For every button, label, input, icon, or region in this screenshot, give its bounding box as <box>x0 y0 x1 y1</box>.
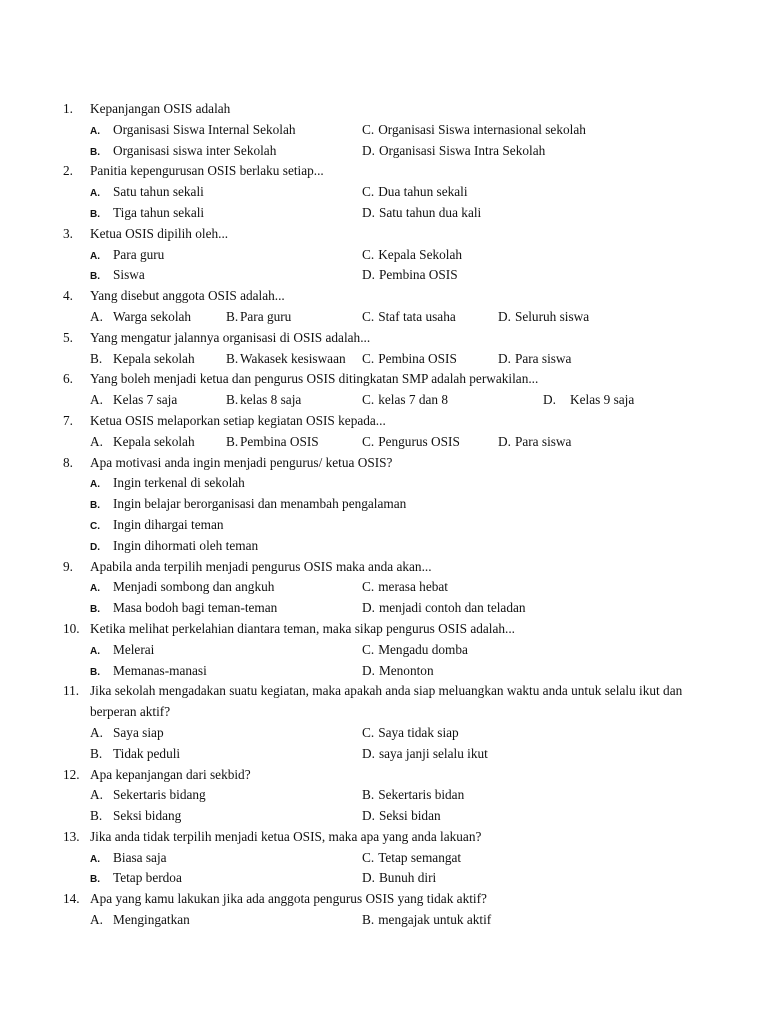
option-text: Para guru <box>113 246 165 262</box>
options-row <box>0 247 768 268</box>
option-text: Organisasi Siswa internasional sekolah <box>378 121 586 137</box>
option-letter: C. <box>362 308 375 324</box>
answer-option <box>362 808 441 824</box>
option-letter: D. <box>362 142 375 158</box>
question-stem <box>0 330 768 351</box>
option-letter: D. <box>362 204 375 220</box>
option-letter: B. <box>90 666 100 678</box>
answer-option <box>498 434 571 450</box>
answer-option <box>362 184 468 200</box>
option-text: Warga sekolah <box>113 308 192 324</box>
question-number: 4. <box>63 288 73 304</box>
option-letter: C. <box>362 641 375 657</box>
option-letter: B. <box>226 433 239 449</box>
question-number: 7. <box>63 412 73 428</box>
answer-option <box>362 787 464 803</box>
question-text: Panitia kepengurusan OSIS berlaku setiap... <box>90 163 324 179</box>
options-row <box>0 746 768 767</box>
answer-option <box>362 205 481 221</box>
option-letter: A. <box>90 912 103 928</box>
option-text: Para siswa <box>514 433 572 449</box>
option-letter: B. <box>90 500 100 512</box>
answer-option <box>90 642 154 658</box>
question-stem <box>0 683 768 704</box>
question-number: 12. <box>63 766 80 782</box>
option-letter: C. <box>362 392 375 408</box>
question-number: 6. <box>63 371 73 387</box>
option-letter: C. <box>362 433 375 449</box>
option-letter: B. <box>362 787 375 803</box>
option-text: Pembina OSIS <box>378 267 458 283</box>
option-text: merasa hebat <box>378 579 448 595</box>
option-text: saya janji selalu ikut <box>378 745 488 761</box>
options-row <box>0 309 768 330</box>
option-text: Para siswa <box>514 350 572 366</box>
option-text: Ingin dihargai teman <box>113 516 224 532</box>
option-text: Mengadu domba <box>378 641 468 657</box>
option-text: Organisasi Siswa Intra Sekolah <box>378 142 546 158</box>
options-row <box>0 143 768 164</box>
option-text: Bunuh diri <box>378 870 437 886</box>
option-letter: D. <box>362 745 375 761</box>
option-letter: A. <box>90 787 103 803</box>
answer-option <box>362 600 526 616</box>
option-text: Dua tahun sekali <box>378 184 468 200</box>
question-text: Ketika melihat perkelahian diantara teman, maka sikap pengurus OSIS adalah... <box>90 620 515 636</box>
answer-option <box>362 725 459 741</box>
option-text: Tidak peduli <box>113 745 181 761</box>
option-text: Tetap semangat <box>378 849 462 865</box>
option-text: Seluruh siswa <box>514 308 590 324</box>
options-row <box>0 579 768 600</box>
answer-option <box>90 725 164 741</box>
option-letter: A. <box>90 433 103 449</box>
option-text: Memanas-manasi <box>113 662 207 678</box>
answer-option <box>362 143 545 159</box>
option-letter: C. <box>90 520 100 532</box>
answer-option <box>226 434 319 450</box>
option-text: Kelas 7 saja <box>113 392 178 408</box>
options-row <box>0 517 768 538</box>
option-text: Satu tahun sekali <box>113 184 204 200</box>
question-number: 14. <box>63 891 80 907</box>
option-text: Para guru <box>240 308 292 324</box>
option-text: Tiga tahun sekali <box>113 204 205 220</box>
option-letter: A. <box>90 645 100 657</box>
options-row <box>0 205 768 226</box>
answer-option <box>90 309 191 325</box>
answer-option <box>90 912 190 928</box>
option-text: Saya tidak siap <box>378 724 459 740</box>
answer-option <box>90 600 277 616</box>
option-text: Ingin belajar berorganisasi dan menambah pengalaman <box>113 496 407 512</box>
options-row <box>0 475 768 496</box>
options-row <box>0 663 768 684</box>
options-row <box>0 122 768 143</box>
options-row <box>0 434 768 455</box>
answer-option <box>362 912 491 928</box>
answer-option <box>362 267 458 283</box>
option-letter: C. <box>362 350 375 366</box>
option-text: Mengingatkan <box>113 912 190 928</box>
options-row <box>0 808 768 829</box>
option-text: Pengurus OSIS <box>378 433 460 449</box>
option-letter: A. <box>90 853 100 865</box>
question-number: 8. <box>63 454 73 470</box>
option-text: Tetap berdoa <box>113 870 182 886</box>
options-row <box>0 787 768 808</box>
question-text: Apabila anda terpilih menjadi pengurus OSIS maka anda akan... <box>90 558 432 574</box>
question-stem-continued <box>0 704 768 725</box>
options-row <box>0 600 768 621</box>
question-stem <box>0 767 768 788</box>
answer-option <box>90 496 406 512</box>
options-row <box>0 725 768 746</box>
question-number: 5. <box>63 329 73 345</box>
answer-option <box>90 746 180 762</box>
option-text: Pembina OSIS <box>240 433 319 449</box>
option-letter: B. <box>362 912 375 928</box>
option-text: Organisasi siswa inter Sekolah <box>113 142 277 158</box>
option-letter: A. <box>90 392 103 408</box>
option-letter: C. <box>362 849 375 865</box>
option-text: Ingin dihormati oleh teman <box>113 537 259 553</box>
options-row <box>0 267 768 288</box>
answer-option <box>90 351 195 367</box>
question-stem <box>0 891 768 912</box>
question-text: Ketua OSIS melaporkan setiap kegiatan OSIS kepada... <box>90 412 386 428</box>
option-letter: B. <box>90 808 103 824</box>
option-text: Staf tata usaha <box>378 308 456 324</box>
answer-option <box>90 663 207 679</box>
option-letter: D. <box>543 392 556 408</box>
answer-option <box>362 434 460 450</box>
answer-option <box>226 392 301 408</box>
question-text: Yang disebut anggota OSIS adalah... <box>90 288 285 304</box>
option-text: Sekertaris bidang <box>113 787 206 803</box>
question-text: Kepanjangan OSIS adalah <box>90 101 231 116</box>
option-text: Sekertaris bidan <box>378 787 465 803</box>
question-number: 10. <box>63 620 80 636</box>
option-letter: D. <box>362 267 375 283</box>
answer-option <box>362 663 434 679</box>
option-letter: B. <box>90 271 100 283</box>
answer-option <box>362 579 448 595</box>
answer-option <box>498 351 571 367</box>
question-number: 3. <box>63 225 73 241</box>
question-text: Jika sekolah mengadakan suatu kegiatan, maka apakah anda siap meluangkan waktu anda untuk selalu ikut dan <box>90 683 683 699</box>
question-stem <box>0 101 768 122</box>
question-text: Ketua OSIS dipilih oleh... <box>90 225 229 241</box>
option-text: Masa bodoh bagi teman-teman <box>113 600 278 616</box>
option-text: kelas 8 saja <box>240 392 302 408</box>
answer-option <box>362 870 436 886</box>
option-letter: D. <box>498 433 511 449</box>
option-text: Kepala Sekolah <box>378 246 463 262</box>
answer-option <box>226 351 346 367</box>
answer-option <box>90 267 145 283</box>
question-stem <box>0 226 768 247</box>
option-letter: D. <box>90 541 100 553</box>
question-number: 13. <box>63 828 80 844</box>
option-letter: B. <box>226 392 239 408</box>
answer-option <box>362 850 461 866</box>
answer-option <box>362 309 456 325</box>
options-row <box>0 392 768 413</box>
question-text: berperan aktif? <box>90 704 171 720</box>
answer-option <box>90 247 164 263</box>
option-letter: B. <box>90 350 103 366</box>
option-letter: A. <box>90 250 100 262</box>
question-number: 1. <box>63 101 73 116</box>
question-stem <box>0 288 768 309</box>
answer-option <box>90 787 206 803</box>
option-text: Seksi bidan <box>378 808 441 824</box>
option-text: Seksi bidang <box>113 808 182 824</box>
option-letter: B. <box>90 604 100 616</box>
option-letter: B. <box>90 146 100 158</box>
options-row <box>0 642 768 663</box>
option-text: Kepala sekolah <box>113 350 195 366</box>
answer-option <box>362 746 488 762</box>
question-number: 11. <box>63 683 80 699</box>
question-stem <box>0 621 768 642</box>
option-text: Biasa saja <box>113 849 167 865</box>
question-text: Yang boleh menjadi ketua dan pengurus OSIS ditingkatan SMP adalah perwakilan... <box>90 371 539 387</box>
option-text: Saya siap <box>113 724 164 740</box>
quiz-page <box>0 101 768 933</box>
question-text: Apa motivasi anda ingin menjadi pengurus/ ketua OSIS? <box>90 454 393 470</box>
option-letter: B. <box>90 208 100 220</box>
answer-option <box>90 184 204 200</box>
answer-option <box>543 392 634 408</box>
option-letter: D. <box>362 600 375 616</box>
option-text: Kepala sekolah <box>113 433 195 449</box>
answer-option <box>90 475 245 491</box>
question-stem <box>0 371 768 392</box>
options-row <box>0 538 768 559</box>
option-text: Kelas 9 saja <box>570 392 635 408</box>
question-text: Jika anda tidak terpilih menjadi ketua OSIS, maka apa yang anda lakuan? <box>90 828 482 844</box>
option-letter: C. <box>362 121 375 137</box>
answer-option <box>90 122 296 138</box>
option-text: kelas 7 dan 8 <box>378 392 448 408</box>
option-letter: D. <box>498 308 511 324</box>
option-text: menjadi contoh dan teladan <box>378 600 526 616</box>
option-text: Menjadi sombong dan angkuh <box>113 579 275 595</box>
option-letter: C. <box>362 184 375 200</box>
option-text: Menonton <box>378 662 434 678</box>
option-letter: A. <box>90 188 100 200</box>
option-letter: A. <box>90 724 103 740</box>
answer-option <box>90 538 258 554</box>
option-text: Melerai <box>113 641 155 657</box>
answer-option <box>498 309 589 325</box>
question-stem <box>0 163 768 184</box>
question-text: Apa yang kamu lakukan jika ada anggota pengurus OSIS yang tidak aktif? <box>90 891 487 907</box>
options-row <box>0 184 768 205</box>
question-stem <box>0 413 768 434</box>
answer-option <box>90 392 177 408</box>
option-letter: A. <box>90 479 100 491</box>
option-text: Organisasi Siswa Internal Sekolah <box>113 121 296 137</box>
answer-option <box>90 850 167 866</box>
answer-option <box>362 392 448 408</box>
options-row <box>0 351 768 372</box>
options-row <box>0 850 768 871</box>
answer-option <box>90 517 224 533</box>
option-letter: D. <box>362 870 375 886</box>
question-stem <box>0 829 768 850</box>
options-row <box>0 496 768 517</box>
option-text: mengajak untuk aktif <box>378 912 492 928</box>
answer-option <box>90 205 204 221</box>
answer-option <box>90 870 182 886</box>
options-row <box>0 870 768 891</box>
question-number: 2. <box>63 163 73 179</box>
option-letter: B. <box>226 308 239 324</box>
option-letter: D. <box>362 662 375 678</box>
option-letter: A. <box>90 125 100 137</box>
answer-option <box>90 579 274 595</box>
option-text: Wakasek kesiswaan <box>240 350 346 366</box>
answer-option <box>362 642 468 658</box>
option-text: Ingin terkenal di sekolah <box>113 475 245 491</box>
option-letter: B. <box>90 874 100 886</box>
option-text: Pembina OSIS <box>378 350 457 366</box>
option-letter: C. <box>362 579 375 595</box>
question-number: 9. <box>63 558 73 574</box>
question-stem <box>0 559 768 580</box>
answer-option <box>90 143 276 159</box>
question-text: Apa kepanjangan dari sekbid? <box>90 766 251 782</box>
answer-option <box>362 122 586 138</box>
option-letter: C. <box>362 246 375 262</box>
question-text: Yang mengatur jalannya organisasi di OSIS adalah... <box>90 329 371 345</box>
answer-option <box>362 351 457 367</box>
answer-option <box>362 247 462 263</box>
option-letter: A. <box>90 583 100 595</box>
question-stem <box>0 455 768 476</box>
option-letter: B. <box>90 745 103 761</box>
options-row <box>0 912 768 933</box>
option-letter: C. <box>362 724 375 740</box>
answer-option <box>90 808 181 824</box>
option-text: Siswa <box>113 267 145 283</box>
option-letter: A. <box>90 308 103 324</box>
option-letter: B. <box>226 350 239 366</box>
option-letter: D. <box>362 808 375 824</box>
answer-option <box>226 309 291 325</box>
option-letter: D. <box>498 350 511 366</box>
option-text: Satu tahun dua kali <box>378 204 482 220</box>
answer-option <box>90 434 195 450</box>
